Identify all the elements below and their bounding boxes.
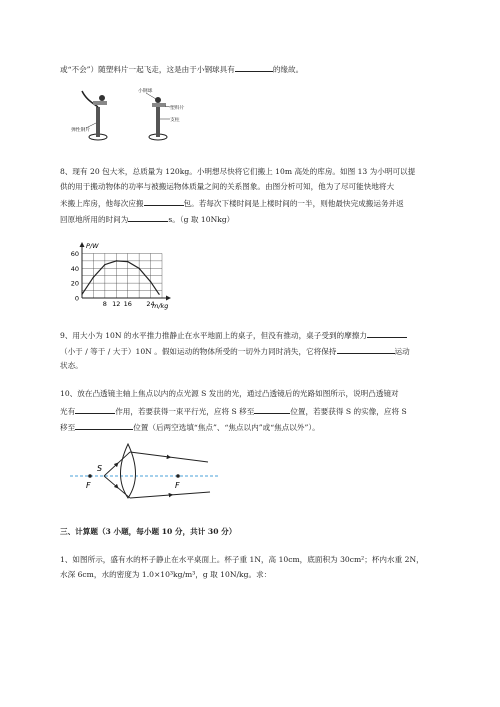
answer-blank [75, 421, 133, 430]
data-point [150, 281, 151, 282]
y-tick-label: 20 [70, 279, 79, 288]
q8-line-3-b: 包。若每次下楼时间是上楼时间的一半，则他最快完成搬运务并返 [183, 199, 404, 208]
label-elastic: 弹性钢片 [71, 128, 91, 133]
q9-line-1-a: 9、用大小为 10N 的水平推力推静止在水平地面上的桌子，但没有推动，桌子受到的摩擦力 [60, 331, 367, 340]
q7-text-part1: 或“不会”）随塑料片一起飞走，这是由于小钢球具有 [60, 65, 235, 74]
q8-line-3-a: 米搬上库房，他每次应搬 [60, 199, 144, 208]
y-tick-label: 0 [74, 294, 79, 303]
focus-left-label: F [86, 481, 91, 490]
right-pillar [156, 107, 160, 137]
data-point [159, 294, 160, 295]
q9-line-1 [60, 329, 407, 341]
q10-line-3 [60, 421, 320, 433]
data-point [139, 268, 140, 269]
answer-blank [367, 329, 407, 338]
right-plastic [152, 103, 166, 107]
data-point [93, 277, 94, 278]
source-s-label: S [97, 464, 103, 473]
label-stand: 支柱 [170, 118, 180, 123]
x-axis-label: m/kg [152, 302, 169, 310]
x-tick-label: 12 [112, 300, 121, 308]
data-point [116, 260, 117, 261]
q7-text-line [60, 63, 303, 75]
y-tick-label: 40 [70, 264, 79, 273]
q8-line-4-a: 回原地所用的时间为 [60, 215, 129, 224]
left-pillar [96, 107, 100, 137]
power-mass-chart [60, 240, 180, 310]
right-ball [155, 97, 161, 103]
label-plastic: 塑料片 [170, 106, 185, 111]
answer-blank [144, 197, 184, 206]
label-ball: 小钢球 [138, 89, 153, 94]
data-point [127, 261, 128, 262]
x-tick-label: 8 [102, 300, 107, 308]
left-ball [99, 95, 105, 101]
q10-line-2-c: 位置，若要获得 S 的实像，应将 S [290, 407, 407, 416]
left-plastic [93, 101, 107, 105]
q9-line-2-b: 运动 [394, 347, 410, 356]
focus-right-point [176, 474, 180, 478]
q7-figure [66, 85, 192, 147]
q10-line-1: 10、放在凸透镜主轴上焦点以内的点光源 S 发出的光，通过凸透镜后的光路如图所示，说明凸透镜对 [60, 389, 399, 398]
q10-line-2-b: 作用，若要获得一束平行光，应将 S 移至 [115, 407, 255, 416]
q10-line-3-a: 移至 [60, 423, 76, 432]
q9-line-2 [60, 345, 410, 357]
x-tick-label: 16 [123, 300, 132, 308]
answer-blank [337, 345, 395, 354]
q9-line-3: 状态。 [60, 361, 83, 370]
convex-lens-figure [68, 440, 223, 500]
q8-line-4-b: s。（g 取 10Nkg） [168, 215, 235, 224]
answer-blank [128, 213, 168, 222]
y-axis-label: P/W [86, 242, 99, 250]
focus-left-point [88, 474, 92, 478]
q8-line-1: 8、现有 20 包大米，总质量为 120kg。小明想尽快将它们搬上 10m 高处的库房。如图 13 为小明可以提 [60, 167, 416, 176]
q8-line-4 [60, 213, 234, 225]
answer-blank [235, 63, 273, 72]
section-title: 三、计算题（3 小题，每小题 10 分，共计 30 分） [60, 527, 237, 536]
q8-line-3 [60, 197, 404, 209]
answer-blank [75, 405, 115, 414]
q9-line-2-a: （小于 / 等于 / 大于）10N 。假如运动的物体所受的一切外力同时消失，它将保持 [60, 347, 337, 356]
q10-line-2 [60, 405, 407, 417]
answer-blank [254, 405, 290, 414]
data-point [104, 264, 105, 265]
c1-line-2: 水深 6cm，水的密度为 1.0×10³kg/m³，g 取 10N/kg。求： [60, 570, 272, 579]
q7-text-part2: 的缘故。 [272, 65, 304, 74]
data-point [81, 294, 82, 295]
q10-line-3-b: 位置（后两空选填“焦点”、“焦点以内”或“焦点以外”）。 [133, 423, 320, 432]
q10-line-2-a: 光有 [60, 407, 76, 416]
c1-line-1: 1、如图所示，盛有水的杯子静止在水平桌面上。杯子重 1N，高 10cm，底面积为 30cm²；杯内水重 2N， [60, 555, 424, 564]
x-tick-label: 24 [146, 300, 155, 308]
focus-right-label: F [175, 481, 180, 490]
q8-line-2: 供的用于搬动物体的功率与被搬运物体质量之间的关系图象。由图分析可知，他为了尽可能快地将大 [60, 182, 395, 191]
y-tick-label: 60 [70, 249, 79, 258]
